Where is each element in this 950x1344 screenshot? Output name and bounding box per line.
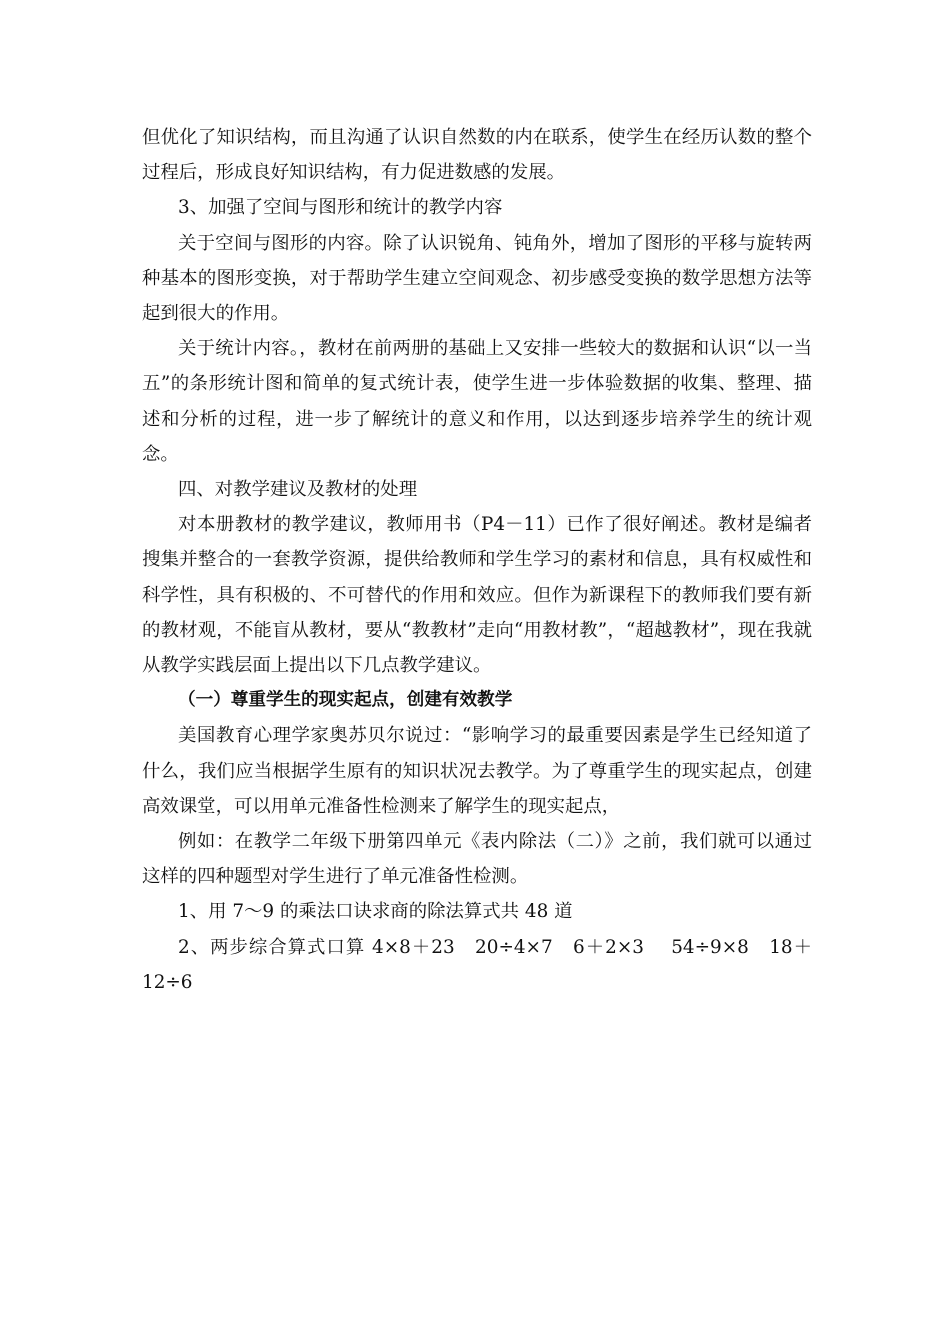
paragraph-knowledge-structure: 但优化了知识结构，而且沟通了认识自然数的内在联系，使学生在经历认数的整个过程后，形成良好知识结构，有力促进数感的发展。 (142, 127, 812, 184)
paragraph-teaching-suggestions: 对本册教材的教学建议，教师用书（P4－11）已作了很好阐述。教材是编者搜集并整合的一套教学资源，提供给教师和学生学习的素材和信息，具有权威性和科学性，具有积极的、不可替代的作用和效应。但作为新课程下的教师我们要有新的教材观，不能盲从教材，要从“教教材”走向“用教材教”，“超越教材”，现在我就从教学实践层面上提出以下几点教学建议。 (142, 514, 812, 677)
list-item-division-equations: 1、用 7～9 的乘法口诀求商的除法算式共 48 道 (178, 901, 573, 923)
paragraph-ausubel-quote: 美国教育心理学家奥苏贝尔说过：“影响学习的最重要因素是学生已经知道了什么，我们应当根据学生原有的知识状况去教学。为了尊重学生的现实起点，创建高效课堂，可以用单元准备性检测来了解学生的现实起点， (142, 725, 812, 817)
document-body (142, 120, 812, 1000)
subheading-respect-starting-point: （一）尊重学生的现实起点，创建有效教学 (178, 690, 513, 711)
list-item-mixed-calculation: 2、两步综合算式口算 4×8＋23 20÷4×7 6＋2×3 54÷9×8 18＋12÷6 (142, 936, 812, 993)
paragraph-statistics: 关于统计内容。，教材在前两册的基础上又安排一些较大的数据和认识“以一当五”的条形统计图和简单的复式统计表，使学生进一步体验数据的收集、整理、描述和分析的过程，进一步了解统计的意义和作用，以达到逐步培养学生的统计观念。 (142, 338, 812, 465)
section-heading-teaching-suggestions: 四、对教学建议及教材的处理 (178, 479, 418, 501)
section-heading-space-figure-statistics: 3、加强了空间与图形和统计的教学内容 (178, 197, 503, 219)
paragraph-example-division: 例如：在教学二年级下册第四单元《表内除法（二）》之前，我们就可以通过这样的四种题型对学生进行了单元准备性检测。 (142, 831, 812, 888)
paragraph-space-figure: 关于空间与图形的内容。除了认识锐角、钝角外，增加了图形的平移与旋转两种基本的图形变换，对于帮助学生建立空间观念、初步感受变换的数学思想方法等起到很大的作用。 (142, 232, 812, 325)
